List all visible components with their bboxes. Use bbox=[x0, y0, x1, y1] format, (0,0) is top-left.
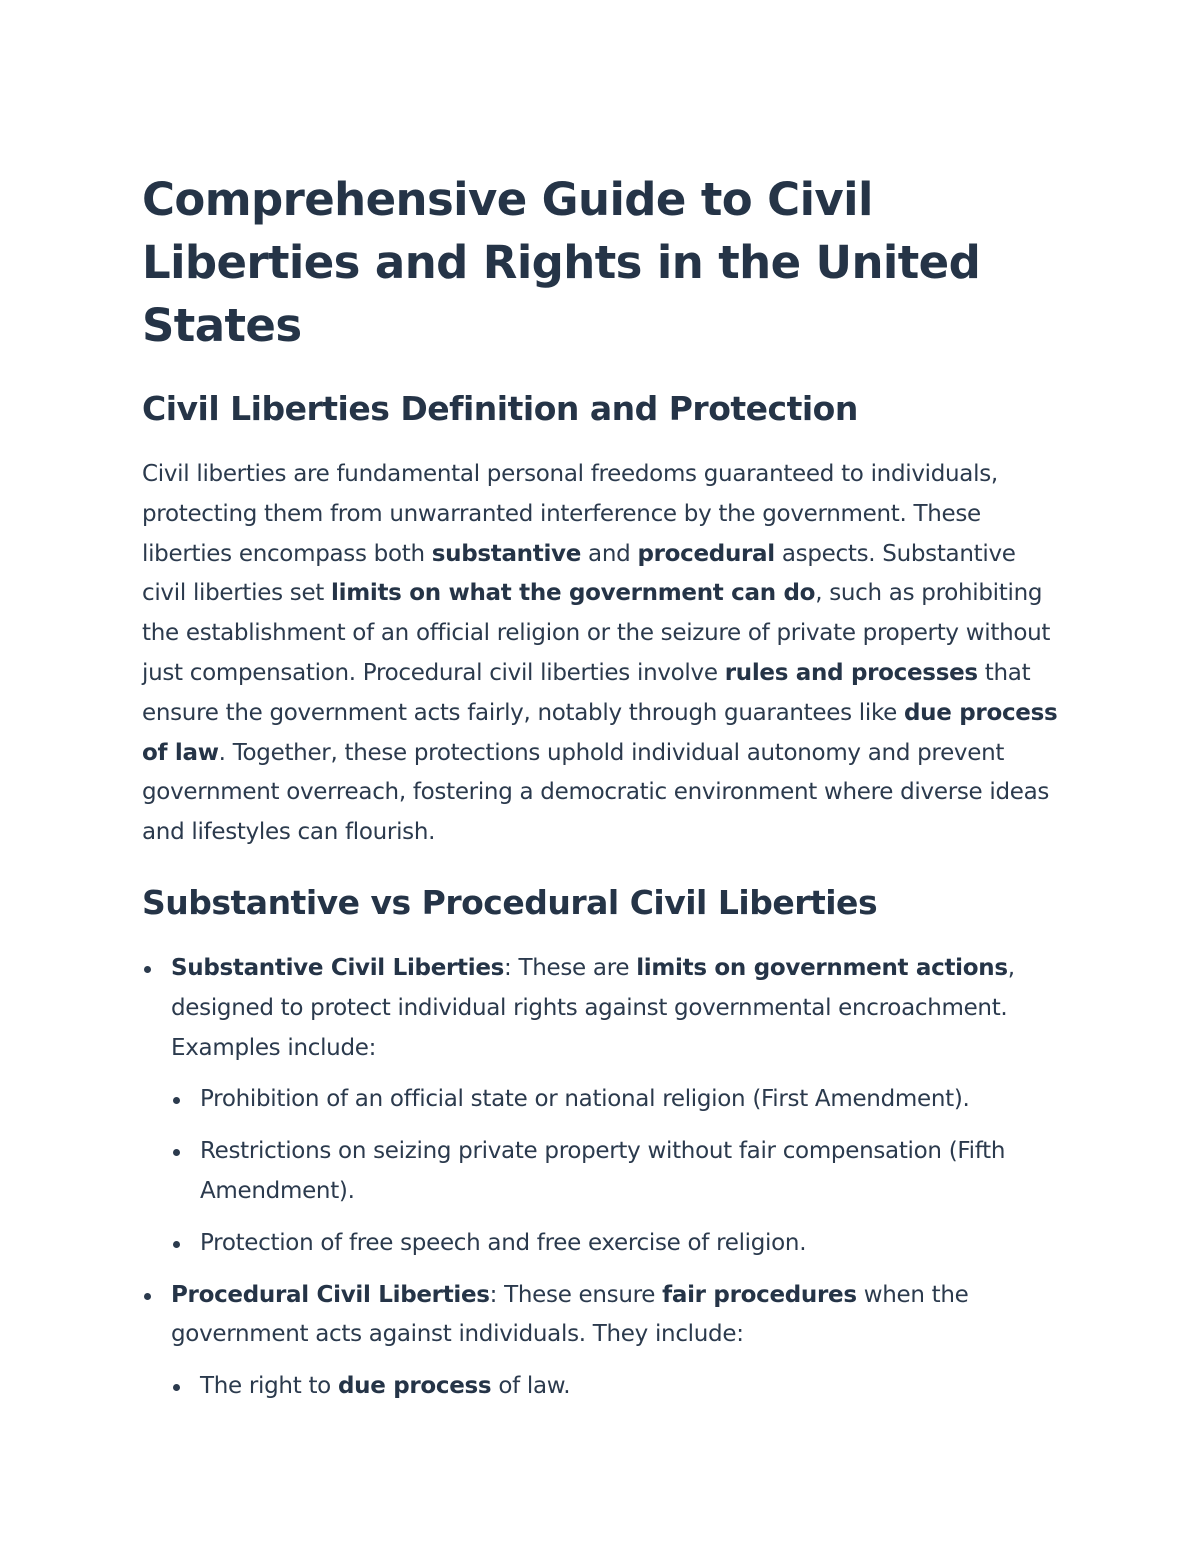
sub-list-item: Protection of free speech and free exercise of religion. bbox=[171, 1224, 1062, 1264]
list-item-label: Substantive Civil Liberties bbox=[171, 954, 505, 981]
text-run: : These are bbox=[504, 954, 637, 981]
text-run: : These ensure bbox=[489, 1281, 663, 1308]
text-run: , designed to protect individual rights against governmental encroachment. Examples include: bbox=[171, 954, 1015, 1061]
procedural-examples-list bbox=[171, 1367, 1062, 1407]
bold-due-process-sub: due process bbox=[337, 1373, 492, 1400]
text-run: and bbox=[581, 540, 638, 567]
sub-list-item: Prohibition of an official state or national religion (First Amendment). bbox=[171, 1080, 1062, 1120]
list-item-label: Procedural Civil Liberties bbox=[171, 1281, 490, 1308]
substantive-examples-list bbox=[171, 1080, 1062, 1263]
bold-procedural: procedural bbox=[637, 540, 775, 567]
text-run: Civil liberties are fundamental personal freedoms guaranteed to individuals, protecting them from unwarranted interference by the government. These liberties encompass both bbox=[142, 461, 998, 567]
document-page bbox=[142, 168, 1062, 1419]
text-run: . Together, these protections uphold individual autonomy and prevent government overreach, fostering a democratic environment where diverse ideas and lifestyles can flourish. bbox=[142, 739, 1050, 846]
text-run: aspects. Substantive civil liberties set bbox=[142, 540, 1016, 607]
comparison-list bbox=[142, 949, 1062, 1407]
definition-paragraph bbox=[142, 455, 1062, 853]
page-title: Comprehensive Guide to Civil Liberties and Rights in the United States bbox=[142, 173, 981, 352]
bold-substantive: substantive bbox=[431, 540, 582, 567]
section-heading-definition: Civil Liberties Definition and Protection bbox=[142, 389, 858, 428]
sub-list-item: Restrictions on seizing private property without fair compensation (Fifth Amendment). bbox=[171, 1132, 1062, 1212]
bold-limits: limits on what the government can do bbox=[331, 580, 816, 607]
list-item-procedural bbox=[142, 1276, 1062, 1407]
text-run: The right to bbox=[200, 1373, 338, 1400]
bold-rules: rules and processes bbox=[724, 659, 978, 686]
bold-due-process: due process of law bbox=[142, 699, 1058, 766]
text-run: , such as prohibiting the establishment of an official religion or the seizure of private property without just compensation. Procedural civil liberties involve bbox=[142, 580, 1051, 686]
text-run: that ensure the government acts fairly, notably through guarantees like bbox=[142, 659, 1031, 726]
bold-fair-procedures: fair procedures bbox=[662, 1281, 857, 1308]
sub-list-item bbox=[171, 1367, 1062, 1407]
bold-limits-actions: limits on government actions bbox=[636, 954, 1008, 981]
section-heading-comparison: Substantive vs Procedural Civil Liberties bbox=[142, 882, 878, 922]
text-run: of law. bbox=[491, 1373, 571, 1400]
list-item-substantive bbox=[142, 949, 1062, 1264]
text-run: when the government acts against individuals. They include: bbox=[171, 1281, 969, 1348]
